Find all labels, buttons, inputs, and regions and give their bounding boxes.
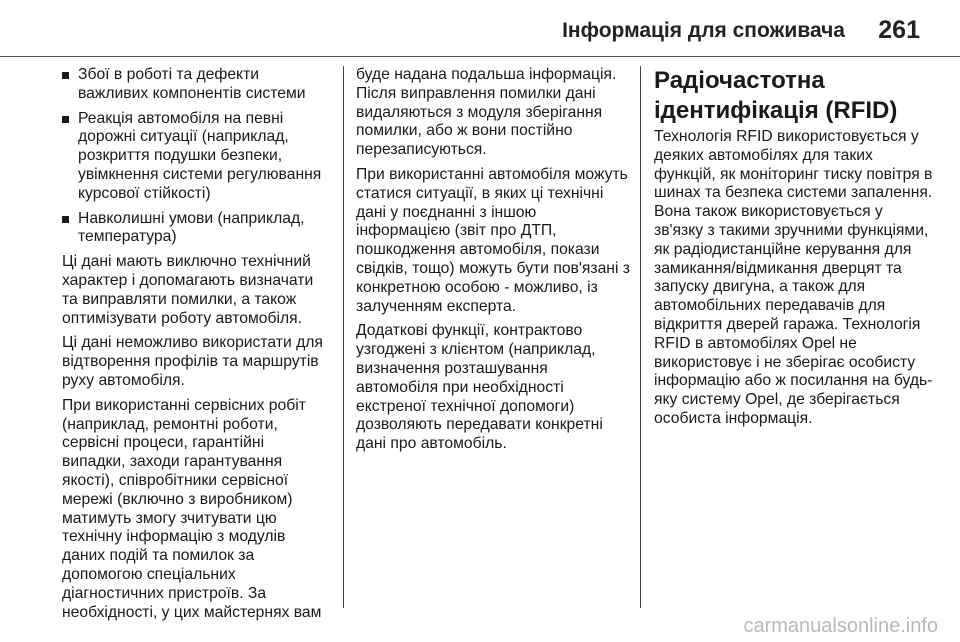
bullet-icon bbox=[62, 216, 69, 223]
bullet-text: Реакція автомобіля на певні дорожні ситуації (наприклад, розкриття подушки безпеки, увімкнення системи регулювання курсової стійкості) bbox=[78, 109, 322, 202]
bullet-icon bbox=[62, 116, 69, 123]
column-2 bbox=[356, 66, 632, 460]
list-item bbox=[62, 66, 330, 104]
column-divider bbox=[640, 66, 641, 608]
paragraph: При використанні автомобіля можуть статися ситуації, в яких ці технічні дані у поєднанні з іншою інформацією (звіт про ДТП, пошкодження автомобіля, покази свідків, тощо) можуть бути пов'язані з конкретною особою - можливо, із залученням експерта. bbox=[356, 165, 631, 315]
header-rule bbox=[0, 56, 960, 57]
bullet-icon bbox=[62, 72, 69, 79]
watermark: carmanualsonline.info bbox=[743, 615, 938, 637]
header-title: Інформація для споживача bbox=[562, 19, 845, 42]
page-number: 261 bbox=[878, 16, 920, 44]
page-header bbox=[0, 0, 960, 58]
paragraph: Технологія RFID використовується у деяких автомобілях для таких функцій, як моніторинг тиску повітря в шинах та безпека системи запалення. Вона також використовується у зв'язку з такими зручними функціями, як радіодистанційне керування для замикання/відмикання дверцят та запуску двигуна, а також для автомобільних передавачів для відкриття дверей гаража. Технологія RFID в автомобілях Opel не використовує і не зберігає особисту інформацію або ж посилання на будь-яку систему Opel, де зберігається особиста інформація. bbox=[654, 128, 933, 427]
column-3 bbox=[654, 66, 934, 435]
list-item bbox=[62, 210, 330, 248]
paragraph: При використанні сервісних робіт (наприклад, ремонтні роботи, сервісні процеси, гарантійні випадки, заходи гарантування якості), співробітники сервісної мережі (включно з виробником) матимуть змогу зчитувати цю технічну інформацію з модулів даних подій та помилок за допомогою спеціальних діагностичних пристроїв. За необхідності, у цих майстернях вам bbox=[62, 396, 322, 621]
list-item bbox=[62, 110, 330, 204]
paragraph: Ці дані неможливо використати для відтворення профілів та маршрутів руху автомобіля. bbox=[62, 334, 323, 389]
section-heading: Радіочастотна ідентифікація (RFID) bbox=[654, 67, 898, 124]
bullet-text: Навколишні умови (наприклад, температура) bbox=[78, 209, 305, 246]
paragraph: буде надана подальша інформація. Після виправлення помилки дані видаляються з модуля зберігання помилки, або ж вони постійно перезаписуються. bbox=[356, 66, 617, 159]
paragraph: Ці дані мають виключно технічний характер і допомагають визначати та виправляти помилки, а також оптимізувати роботу автомобіля. bbox=[62, 253, 314, 327]
column-1 bbox=[62, 66, 330, 628]
column-divider bbox=[343, 66, 344, 608]
bullet-text: Збої в роботі та дефекти важливих компонентів системи bbox=[78, 66, 306, 102]
paragraph: Додаткові функції, контрактово узгоджені з клієнтом (наприклад, визначення розташування автомобіля при необхідності екстреної технічної допомоги) дозволяють передавати конкретні дані про автомобіль. bbox=[356, 322, 603, 453]
